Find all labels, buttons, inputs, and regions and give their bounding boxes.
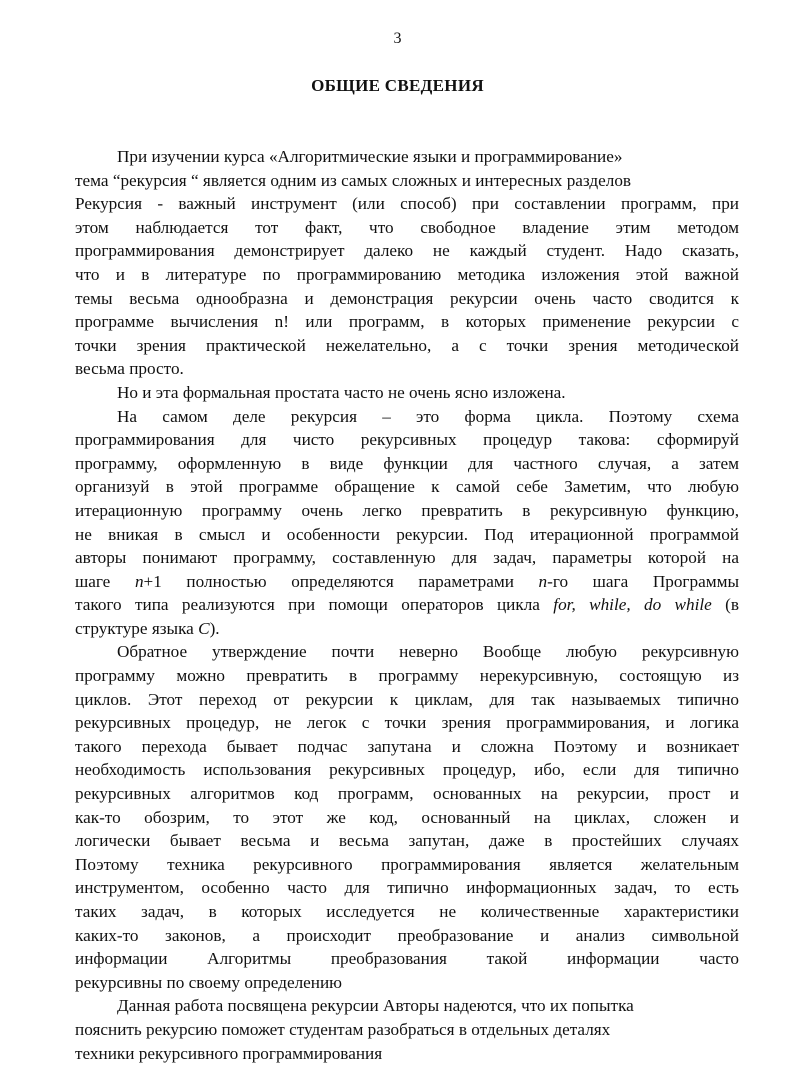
body-text [75, 145, 739, 1065]
text-line: таких задач, в которых исследуется не количественные характеристики [75, 902, 739, 921]
text-line: логически бывает весьма и весьма запутан, даже в простейших случаях [75, 831, 739, 851]
text-run: (в [711, 595, 739, 615]
language-name: C [198, 618, 210, 638]
paragraph-2 [75, 381, 739, 405]
text-run: шаге [75, 571, 135, 591]
text-line: весьма просто. [75, 359, 184, 379]
paragraph-3 [75, 405, 739, 641]
text-line: пояснить рекурсию поможет студентам разобраться в отдельных деталях [75, 1019, 611, 1039]
text-line: Данная работа посвящена рекурсии Авторы надеются, что их попытка [117, 996, 634, 1016]
text-line: При изучении курса «Алгоритмические языки и программирование» [117, 147, 623, 166]
text-line: этом наблюдается тот факт, что свободное владение этим методом [75, 217, 739, 237]
text-run: +1 полностью определяются параметрами [143, 571, 539, 591]
text-line: что и в литературе по программированию методика изложения этой важной [75, 264, 739, 284]
text-line: итерационную программу очень легко превратить в рекурсивную функцию, [75, 500, 739, 520]
text-line [75, 570, 739, 594]
text-line: организуй в этой программе обращение к самой себе Заметим, что любую [75, 477, 739, 497]
text-line: такого перехода бывает подчас запутана и сложна Поэтому и возникает [75, 736, 739, 756]
variable-n: n [134, 571, 144, 591]
text-line [75, 593, 739, 617]
text-line: Рекурсия - важный инструмент (или способ) при составлении программ, при [75, 194, 739, 214]
variable-n: n [538, 571, 548, 591]
paragraph-4 [75, 640, 739, 994]
text-run: ). [209, 618, 220, 638]
text-line: рекурсивны по своему определению [75, 972, 343, 992]
text-line: рекурсивных процедур, не легок с точки зрения программирования, и логика [75, 713, 739, 733]
text-run: -го шага Программы [547, 571, 739, 591]
text-line: не вникая в смысл и особенности рекурсии. Под итерационной программой [75, 524, 739, 544]
text-line: темы весьма однообразна и демонстрация рекурсии очень часто сводится к [75, 288, 739, 308]
text-line: Поэтому техника рекурсивного программирования является желательным [75, 854, 739, 874]
text-line: тема “рекурсия “ является одним из самых сложных и интересных разделов [75, 170, 632, 190]
text-line: программирования демонстрирует далеко не каждый студент. Надо сказать, [75, 241, 739, 261]
text-line: программирования для чисто рекурсивных процедур такова: сформируй [75, 430, 739, 450]
text-line [75, 617, 739, 641]
text-line: Но и эта формальная простата часто не очень ясно изложена. [117, 382, 566, 402]
text-line: программу, оформленную в виде функции для частного случая, а затем [75, 453, 739, 473]
page-number: 3 [393, 30, 402, 47]
text-line: программе вычисления n! или программ, в которых применение рекурсии с [75, 312, 739, 332]
text-line: каких-то законов, а происходит преобразование и анализ символьной [75, 925, 739, 945]
loop-keywords: for, while, do while [553, 595, 712, 615]
text-line: циклов. Этот переход от рекурсии к циклам, для так называемых типично [75, 689, 739, 709]
text-line: авторы понимают программу, составленную для задач, параметры которой на [75, 548, 739, 568]
text-line: техники рекурсивного программирования [75, 1043, 383, 1063]
text-run: структуре языка [75, 618, 199, 638]
text-line: необходимость использования рекурсивных процедур, ибо, если для типично [75, 760, 739, 780]
text-line: инструментом, особенно часто для типично информационных задач, то есть [75, 878, 739, 898]
text-line: как-то обозрим, то этот же код, основанный на циклах, сложен и [75, 807, 739, 827]
paragraph-1 [75, 145, 739, 381]
page-title: ОБЩИЕ СВЕДЕНИЯ [311, 76, 484, 95]
text-line: На самом деле рекурсия – это форма цикла. Поэтому схема [117, 406, 739, 426]
text-run: такого типа реализуются при помощи операторов цикла [75, 595, 554, 615]
text-line: рекурсивных алгоритмов код программ, основанных на рекурсии, прост и [75, 784, 739, 804]
text-line: точки зрения практической нежелательно, а с точки зрения методической [75, 335, 739, 355]
text-line: программу можно превратить в программу нерекурсивную, состоящую из [75, 666, 739, 686]
text-line: Обратное утверждение почти неверно Вообще любую рекурсивную [117, 642, 739, 662]
paragraph-5 [75, 994, 739, 1065]
text-line: информации Алгоритмы преобразования такой информации часто [75, 949, 739, 969]
